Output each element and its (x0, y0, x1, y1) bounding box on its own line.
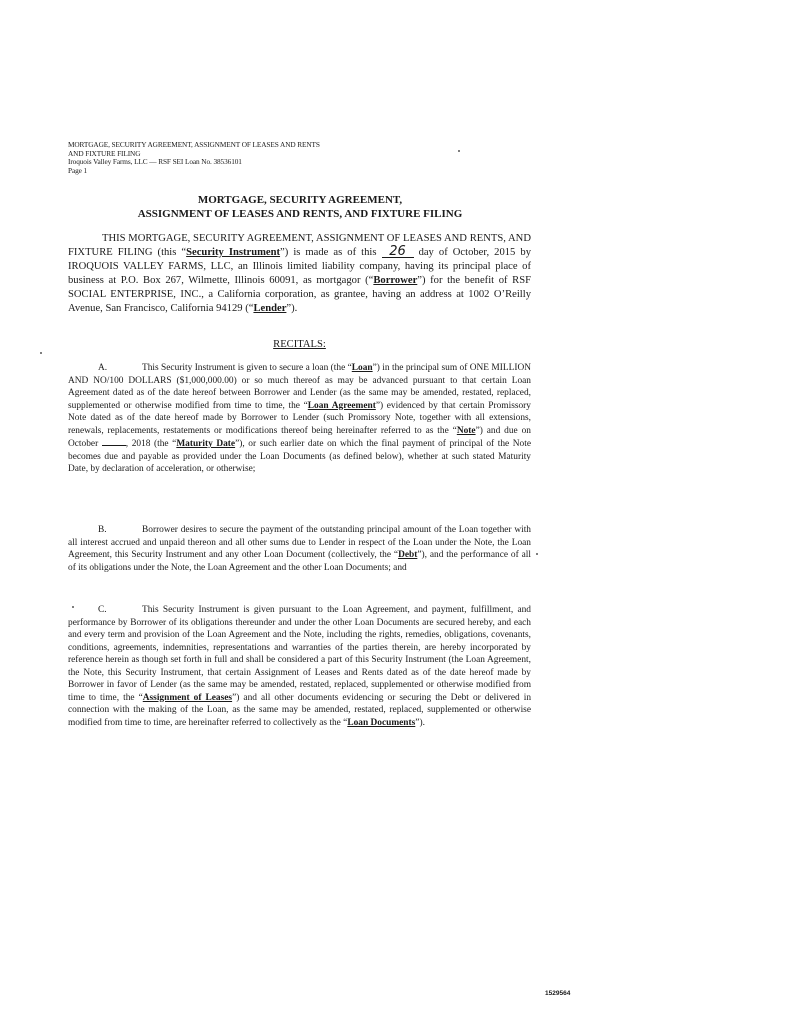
scan-speck (40, 352, 42, 354)
scan-speck (536, 553, 538, 555)
recitals-heading: RECITALS: (273, 339, 326, 350)
header-line: Iroquois Valley Farms, LLC — RSF SEI Loan No. 38536101 (68, 157, 242, 167)
title-line: MORTGAGE, SECURITY AGREEMENT, (197, 194, 403, 206)
defined-term: Loan (351, 363, 373, 373)
recital-c: C. This Security Instrument is given pursuant to the Loan Agreement, and payment, fulfillment, and performance by Borrower of its obligations thereunder and under the other Loan Documents are secured hereby, and each and every term and provision of the Loan Agreement and the Note, including the rights, remedies, obligations, covenants, conditions, agreements, indemnities, representations and warranties of the parties therein, are hereby incorporated by reference herein as though set forth in full and shall be considered a part of this Security Instrument (the Loan Agreement, the Note, this Security Instrument, that certain Assignment of Leases and Rents dated as of the date hereof made by Borrower in favor of Lender (as the same may be amended, restated, replaced, supplemented or otherwise modified from time to time, the “Assignment of Leases”) and all other documents evidencing or securing the Debt or delivered in connection with the making of the Loan, as the same may be amended, restated, replaced, supplemented or otherwise modified from time to time, are hereinafter referred to collectively as the “Loan Documents”). (68, 605, 532, 728)
defined-term: Security Instrument (186, 247, 281, 258)
document-title (70, 194, 530, 221)
defined-term: Borrower (373, 275, 418, 286)
running-header (68, 141, 428, 175)
defined-term: Note (456, 425, 476, 436)
scan-speck (458, 150, 460, 152)
header-line: MORTGAGE, SECURITY AGREEMENT, ASSIGNMENT OF LEASES AND RENTS (68, 140, 320, 149)
handwritten-day: 26 (382, 247, 414, 258)
defined-term: Loan Documents (347, 717, 416, 728)
recital-b: B. Borrower desires to secure the payment of the outstanding principal amount of the Loan together with all interest accrued and unpaid thereon and all other sums due to Lender in respect of the Loan under the Note, the Loan Agreement, this Security Instrument and any other Loan Document (collectively, the “Debt”), and the performance of all of its obligations under the Note, the Loan Agreement and the other Loan Documents; and (68, 525, 531, 573)
title-line: ASSIGNMENT OF LEASES AND RENTS, AND FIXTURE FILING (137, 207, 463, 220)
recital-letter: A. (98, 363, 108, 373)
header-line: AND FIXTURE FILING (68, 148, 141, 158)
defined-term: Lender (253, 303, 287, 314)
recital-a: A. This Security Instrument is given to secure a loan (the “Loan”) in the principal sum of ONE MILLION AND NO/100 DOLLARS ($1,000,000.00) or so much thereof as may be advanced pursuant to that certain Loan Agreement dated as of the date hereof between Borrower and Lender (as the same may be amended, restated, replaced, supplemented or otherwise modified from time to time, the “Loan Agreement”) evidenced by that certain Promissory Note dated as of the date hereof made by Borrower to Lender (such Promissory Note, together with all extensions, renewals, replacements, restatements or modifications thereof being hereinafter referred to as the “Note”) and due on October , 2018 (the “Maturity Date”), or such earlier date on which the final payment of principal of the Note becomes due and payable as provided under the Loan Documents (as defined below), whether at such stated Maturity Date, by declaration of acceleration, or otherwise; (68, 363, 531, 474)
defined-term: Assignment of Leases (142, 692, 233, 703)
recital-letter: B. (98, 525, 107, 535)
scan-speck (72, 606, 74, 608)
page-identifier: 1529564 (545, 990, 571, 997)
defined-term: Debt (398, 550, 418, 560)
header-page-number: Page 1 (68, 165, 88, 175)
recital-letter: C. (98, 605, 107, 615)
blank-date-line (102, 437, 126, 446)
defined-term: Loan Agreement (307, 400, 376, 411)
intro-paragraph: THIS MORTGAGE, SECURITY AGREEMENT, ASSIGNMENT OF LEASES AND RENTS, AND FIXTURE FILING (this “Security Instrument”) is made as of this 26 day of October, 2015 by IROQUOIS VALLEY FARMS, LLC, an Illinois limited liability company, having its principal place of business at P.O. Box 267, Wilmette, Illinois 60091, as mortgagor (“Borrower”) for the benefit of RSF SOCIAL ENTERPRISE, INC., a California corporation, as grantee, having an address at 1002 O’Reilly Avenue, San Francisco, California 94129 (“Lender”). (68, 233, 531, 314)
defined-term: Maturity Date (176, 439, 236, 449)
